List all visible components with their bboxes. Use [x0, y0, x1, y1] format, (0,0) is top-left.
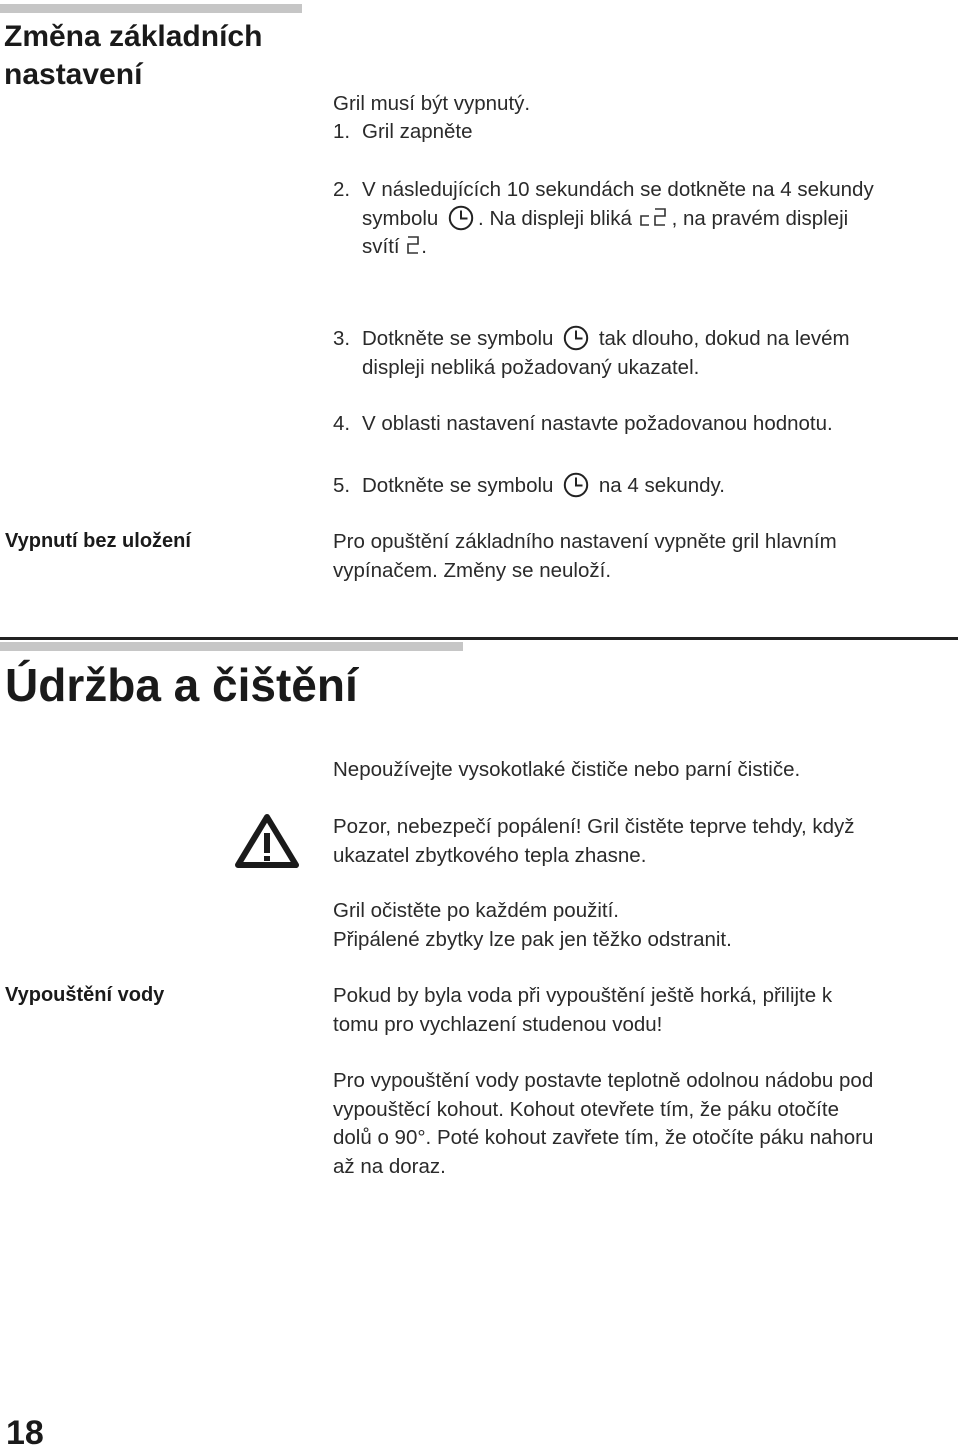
display-left-c2-icon — [638, 207, 672, 227]
step-4 — [333, 410, 943, 439]
step-5 — [333, 472, 943, 501]
exit-without-save-label: Vypnutí bez uložení — [5, 530, 191, 552]
no-pressure-cleaner-text: Nepoužívejte vysokotlaké čističe nebo parní čističe. — [333, 758, 801, 781]
section-title — [4, 18, 324, 94]
step-number: 1. — [333, 120, 351, 143]
step-2 — [333, 176, 943, 262]
section-divider-line — [0, 637, 958, 640]
clock-icon — [563, 325, 589, 351]
section-top-rule — [0, 4, 302, 13]
drain-water-text-2: Pro vypouštění vody postavte teplotně odolnou nádobu pod vypouštěcí kohout. Kohout otevřete tím, že páku otočíte dolů o 90°. Poté kohout zavřete tím, že otočíte páku nahoru až na doraz. — [333, 1069, 874, 1178]
burn-warning-text: Pozor, nebezpečí popálení! Gril čistěte teprve tehdy, když ukazatel zbytkového tepla zhasne. — [333, 815, 855, 867]
clean-after-use-text: Gril očistěte po každém použití. Připálené zbytky lze pak jen těžko odstranit. — [333, 899, 732, 951]
step-number: 5. — [333, 474, 351, 497]
step-text-line2: displeji nebliká požadovaný ukazatel. — [362, 355, 700, 379]
drain-water-label: Vypouštění vody — [5, 984, 165, 1006]
warning-triangle-icon — [234, 813, 300, 869]
step-text-line1: Dotkněte se symbolu tak dlouho, dokud na levém — [362, 327, 850, 350]
section-title-line2: nastavení — [4, 58, 143, 91]
step-1 — [333, 118, 943, 147]
display-right-2-icon — [405, 235, 421, 255]
step-text-line2: symbolu . Na displeji bliká , na pravém displeji — [362, 206, 849, 230]
clock-icon — [563, 472, 589, 498]
step-3 — [333, 325, 943, 382]
section-title-line1: Změna základních — [4, 20, 263, 53]
step-text-line3: svítí . — [362, 235, 427, 258]
clock-icon — [448, 205, 474, 231]
section-grey-rule — [0, 642, 463, 651]
step-text-line1: V následujících 10 sekundách se dotkněte na 4 sekundy — [362, 178, 874, 201]
exit-without-save-text: Pro opuštění základního nastavení vypněte gril hlavním vypínačem. Změny se neuloží. — [333, 530, 837, 582]
step-text: Dotkněte se symbolu na 4 sekundy. — [362, 474, 725, 497]
maintenance-title: Údržba a čištění — [5, 659, 358, 711]
step-text: Gril zapněte — [362, 120, 473, 143]
step-number: 2. — [333, 178, 351, 201]
step-number: 3. — [333, 327, 351, 350]
step-number: 4. — [333, 412, 351, 435]
step-text: V oblasti nastavení nastavte požadovanou hodnotu. — [362, 412, 833, 435]
drain-water-text-1: Pokud by byla voda při vypouštění ještě horká, přilijte k tomu pro vychlazení studenou vodu! — [333, 984, 833, 1036]
page-number: 18 — [6, 1414, 44, 1452]
precondition-text: Gril musí být vypnutý. — [333, 92, 531, 115]
